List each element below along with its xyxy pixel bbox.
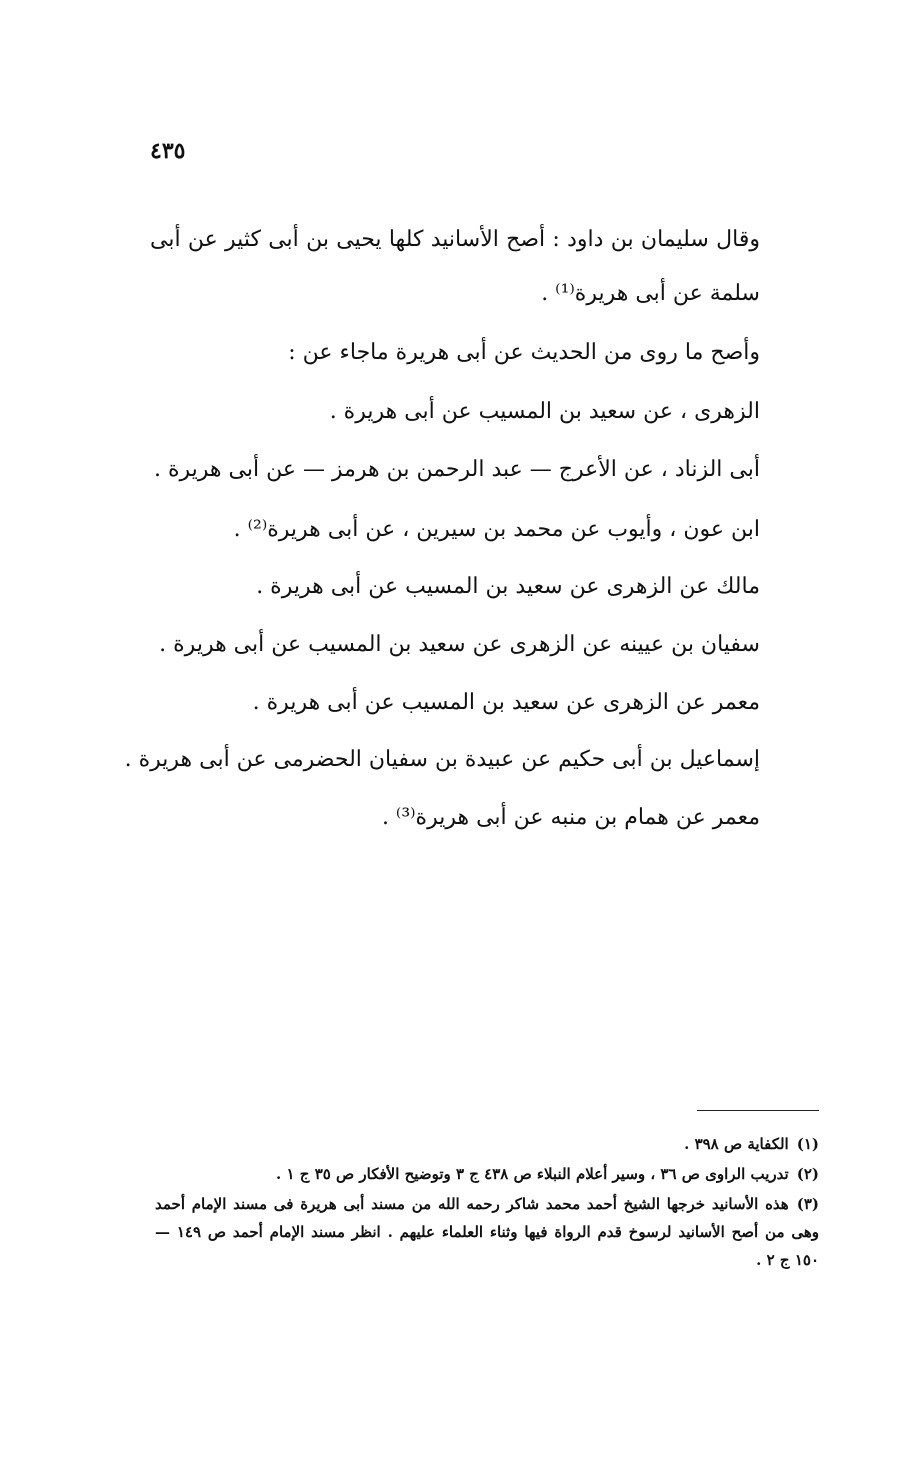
- footnote-number: (٣): [796, 1195, 819, 1213]
- chain-line: مالك عن الزهرى عن سعيد بن المسيب عن أبى هريرة .: [256, 574, 760, 599]
- footnote: [155, 1160, 819, 1188]
- footnote-text: تدريب الراوى ص ٣٦ ، وسير أعلام النبلاء ص ٤٣٨ ج ٣ وتوضيح الأفكار ص ٣٥ ج ١ .: [276, 1165, 789, 1183]
- lead-line: وأصح ما روى من الحديث عن أبى هريرة ماجاء عن :: [288, 340, 760, 365]
- intro-paragraph: وقال سليمان بن داود : أصح الأسانيد كلها يحيى بن أبى كثير عن أبى سلمة عن أبى هريرة⁽¹⁾ .: [150, 227, 760, 306]
- chain-line: الزهرى ، عن سعيد بن المسيب عن أبى هريرة .: [329, 399, 760, 424]
- chain-line: أبى الزناد ، عن الأعرج — عبد الرحمن بن هرمز — عن أبى هريرة .: [154, 457, 760, 482]
- footnotes: [155, 1130, 819, 1276]
- chain-line: إسماعيل بن أبى حكيم عن عبيدة بن سفيان الحضرمى عن أبى هريرة .: [124, 747, 760, 772]
- chain-line: سفيان بن عيينه عن الزهرى عن سعيد بن المسيب عن أبى هريرة .: [159, 632, 760, 657]
- footnote-number: (٢): [796, 1165, 819, 1183]
- footnote: [155, 1190, 819, 1274]
- chain-line: معمر عن همام بن منبه عن أبى هريرة⁽³⁾ .: [381, 805, 760, 830]
- footnote-number: (١): [796, 1135, 819, 1153]
- chain-line: ابن عون ، وأيوب عن محمد بن سيرين ، عن أبى هريرة⁽²⁾ .: [233, 517, 760, 542]
- footnote-text: هذه الأسانيد خرجها الشيخ أحمد محمد شاكر رحمه الله من مسند أبى هريرة فى مسند الإمام أحمد وهى من أصح الأسانيد لرسوخ قدم الرواة فيها وثناء العلماء عليهم . انظر مسند الإمام أحمد ص ١٤٩ — ١٥٠ ج ٢ .: [155, 1195, 820, 1269]
- chain-line: معمر عن الزهرى عن سعيد بن المسيب عن أبى هريرة .: [252, 690, 760, 715]
- footnote-separator: [697, 1110, 819, 1111]
- footnote: [155, 1130, 819, 1158]
- footnote-text: الكفاية ص ٣٩٨ .: [684, 1135, 789, 1153]
- page-number: ٤٣٥: [150, 138, 186, 164]
